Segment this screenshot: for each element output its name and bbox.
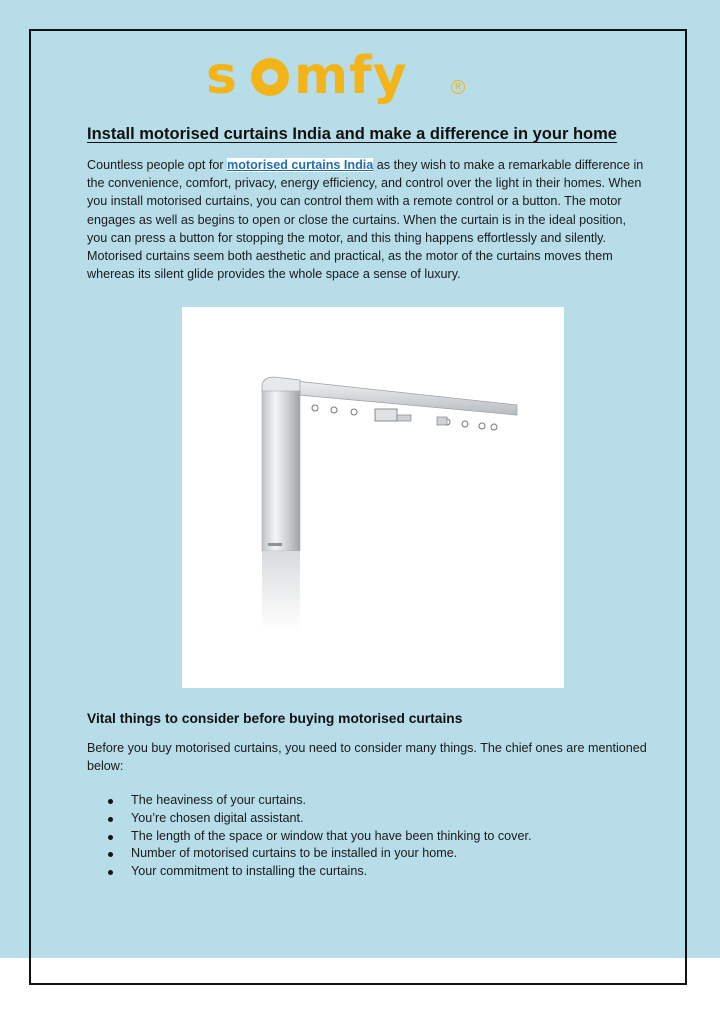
body-paragraph bbox=[87, 156, 647, 283]
list-item: The length of the space or window that you have been thinking to cover. bbox=[87, 828, 531, 846]
list-item: You’re chosen digital assistant. bbox=[87, 810, 531, 828]
motorised-curtain-track-image bbox=[182, 307, 564, 688]
considerations-list bbox=[87, 792, 531, 881]
list-item: The heaviness of your curtains. bbox=[87, 792, 531, 810]
paragraph-text-end: as they wish to make a remarkable difference in the convenience, comfort, privacy, energy efficiency, and control over the light in their homes. When you install motorised curtains, you can control them with a remote control or a button. The motor engages as well as begins to open or close the curtains. When the curtain is in the ideal position, you can press a button for stopping the motor, and this thing happens effortlessly and silently. Motorised curtains seem both aesthetic and practical, as the motor of the curtains moves them whereas its silent glide provides the whole space a sense of luxury. bbox=[87, 158, 644, 282]
list-item: Number of motorised curtains to be installed in your home. bbox=[87, 845, 531, 863]
intro-paragraph: Before you buy motorised curtains, you need to consider many things. The chief ones are mentioned below: bbox=[87, 741, 647, 774]
logo-letter-s: s bbox=[206, 46, 238, 106]
section-heading: Vital things to consider before buying motorised curtains bbox=[87, 711, 463, 726]
curtain-track-illustration bbox=[182, 307, 564, 688]
paragraph-text-start: Countless people opt for bbox=[87, 158, 228, 172]
page-title: Install motorised curtains India and make a difference in your home bbox=[87, 125, 617, 143]
logo-letters-mfy: mfy bbox=[294, 46, 408, 106]
registered-mark-icon: R bbox=[451, 80, 465, 94]
motorised-curtains-link[interactable]: motorised curtains India bbox=[227, 158, 374, 172]
list-item: Your commitment to installing the curtains. bbox=[87, 863, 531, 881]
somfy-logo bbox=[206, 46, 466, 110]
logo-o-mark bbox=[251, 58, 289, 96]
